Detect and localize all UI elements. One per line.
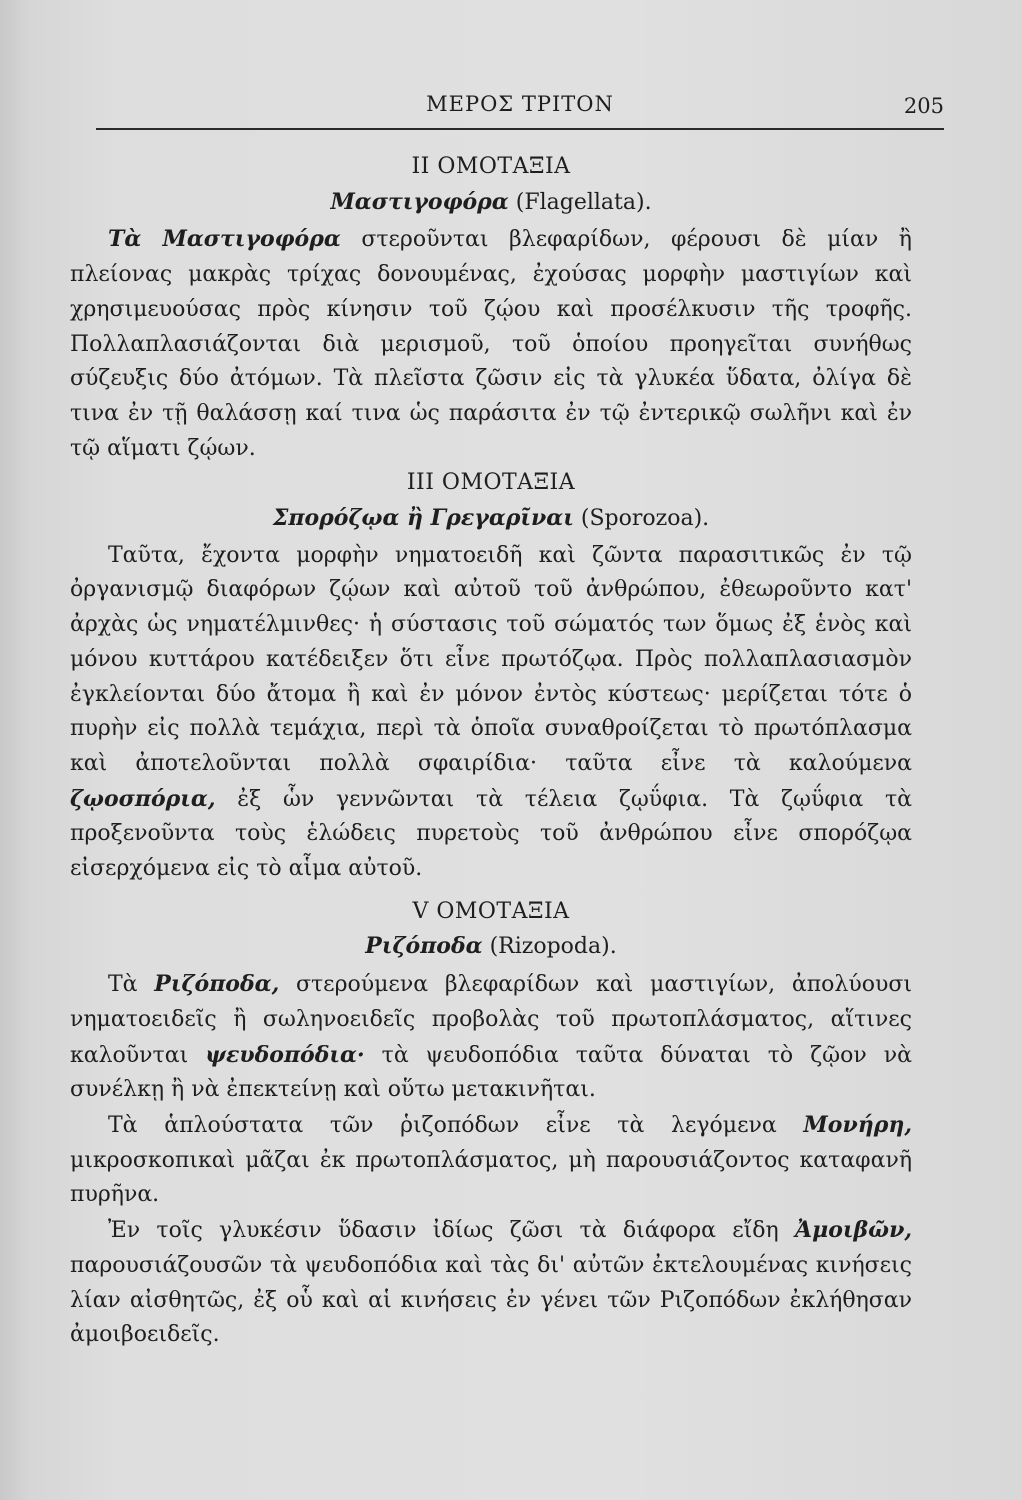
paragraph-text: μικροσκοπικαὶ μᾶζαι ἐκ πρωτοπλάσματος, μὴ παρουσιάζοντος καταφανῆ πυρῆνα. xyxy=(70,1147,912,1208)
section-subtitle-iii xyxy=(70,501,912,537)
paragraph xyxy=(70,967,912,1108)
section-title-ii: II ΟΜΟΤΑΞΙΑ xyxy=(411,154,571,179)
paragraph-text: Ἐν τοῖς γλυκέσιν ὕδασιν ἰδίως ζῶσι τὰ διάφορα εἴδη xyxy=(108,1218,796,1244)
section-subtitle-v xyxy=(70,929,912,965)
paragraph xyxy=(70,539,912,887)
paragraph xyxy=(70,1108,912,1213)
taxon-name-greek: Σπορόζῳα ἢ Γρεγαρῖναι xyxy=(272,505,574,532)
taxon-name-greek: Ριζόποδα xyxy=(365,933,483,960)
running-head: ΜΕΡΟΣ ΤΡΙΤΟΝ xyxy=(426,92,614,116)
paragraph xyxy=(70,1213,912,1353)
taxon-name-latin: (Flagellata). xyxy=(515,189,652,215)
paragraph xyxy=(70,222,912,466)
term: ψευδοπόδια· xyxy=(205,1041,365,1068)
paragraph-text: Τὰ xyxy=(108,972,155,998)
page-number: 205 xyxy=(903,94,944,118)
page-header xyxy=(96,88,944,130)
paragraph-text: στερούμενα βλεφαρίδων καὶ μαστιγίων, ἀπολύουσι νηματοειδεῖς ἢ σωληνοειδεῖς προβολὰς τοῦ πρωτοπλάσματος, αἵτινες καλοῦνται xyxy=(70,972,912,1068)
paragraph-text: παρουσιάζουσῶν τὰ ψευδοπόδια καὶ τὰς δι' αὐτῶν ἐκτελουμένας κινήσεις λίαν αἰσθητῶς, ἐξ οὗ καὶ αἱ κινήσεις ἐν γένει τῶν Ριζοπόδων ἐκλήθησαν ἀμοιβοειδεῖς. xyxy=(70,1252,912,1348)
page-body xyxy=(70,150,912,1353)
term: ζῳοσπόρια, xyxy=(70,785,216,812)
section-subtitle-ii xyxy=(70,185,912,221)
taxon-name-greek: Μαστιγοφόρα xyxy=(330,188,509,215)
paragraph-text: τὰ ψευδοπόδια ταῦτα δύναται τὸ ζῷον νὰ συνέλκῃ ἢ νὰ ἐπεκτείνῃ καὶ οὕτω μετακινῆται. xyxy=(70,1042,912,1103)
paragraph-text: στεροῦνται βλεφαρίδων, φέρουσι δὲ μίαν ἢ πλείονας μακρὰς τρίχας δονουμένας, ἐχούσας μορφὴν μαστιγίων καὶ χρησιμευούσας πρὸς κίνησιν τοῦ ζῴου καὶ προσέλκυσιν τῆς τροφῆς. Πολλαπλασιάζονται διὰ μερισμοῦ, τοῦ ὁποίου προηγεῖται συνήθως σύζευξις δύο ἀτόμων. Τὰ πλεῖστα ζῶσιν εἰς τὰ γλυκέα ὕδατα, ὀλίγα δὲ τινα ἐν τῇ θαλάσσῃ καί τινα ὡς παράσιτα ἐν τῷ ἐντερικῷ σωλῆνι καὶ ἐν τῷ αἵματι ζῴων. xyxy=(70,227,912,461)
term: Ριζόποδα, xyxy=(154,971,280,998)
section-title-v: V ΟΜΟΤΑΞΙΑ xyxy=(412,898,570,924)
lead-term: Τὰ Μαστιγοφόρα xyxy=(108,226,341,253)
paragraph-text: Ταῦτα, ἔχοντα μορφὴν νηματοειδῆ καὶ ζῶντα παρασιτικῶς ἐν τῷ ὀργανισμῷ διαφόρων ζῴων καὶ αὐτοῦ τοῦ ἀνθρώπου, ἐθεωροῦντο κατ' ἀρχὰς ὡς νηματέλμινθες· ἡ σύστασις τοῦ σώματός των ὅμως ἐξ ἑνὸς καὶ μόνου κυττάρου κατέδειξεν ὅτι εἶνε πρωτόζῳα. Πρὸς πολλαπλασιασμὸν ἐγκλείονται δύο ἄτομα ἢ καὶ ἐν μόνον ἐντὸς κύστεως· μερίζεται τότε ὁ πυρὴν εἰς πολλὰ τεμάχια, περὶ τὰ ὁποῖα συναθροίζεται τὸ πρωτόπλασμα καὶ ἀποτελοῦνται πολλὰ σφαιρίδια· ταῦτα εἶνε τὰ καλούμενα xyxy=(70,542,912,776)
taxon-name-latin: (Rizopoda). xyxy=(489,934,617,960)
paragraph-text: ἐξ ὧν γεννῶνται τὰ τέλεια ζῳΰφια. Τὰ ζῳΰφια τὰ προξενοῦντα τοὺς ἑλώδεις πυρετοὺς τοῦ ἀνθρώπου εἶνε σπορόζῳα εἰσερχόμενα εἰς τὸ αἷμα αὐτοῦ. xyxy=(70,786,912,882)
taxon-name-latin: (Sporozoa). xyxy=(580,506,710,532)
paragraph-text: Τὰ ἁπλούστατα τῶν ῥιζοπόδων εἶνε τὰ λεγόμενα xyxy=(108,1112,804,1138)
section-title-iii: III ΟΜΟΤΑΞΙΑ xyxy=(406,470,576,496)
term: Μονήρη, xyxy=(803,1111,912,1138)
term: Ἀμοιβῶν, xyxy=(795,1217,912,1244)
